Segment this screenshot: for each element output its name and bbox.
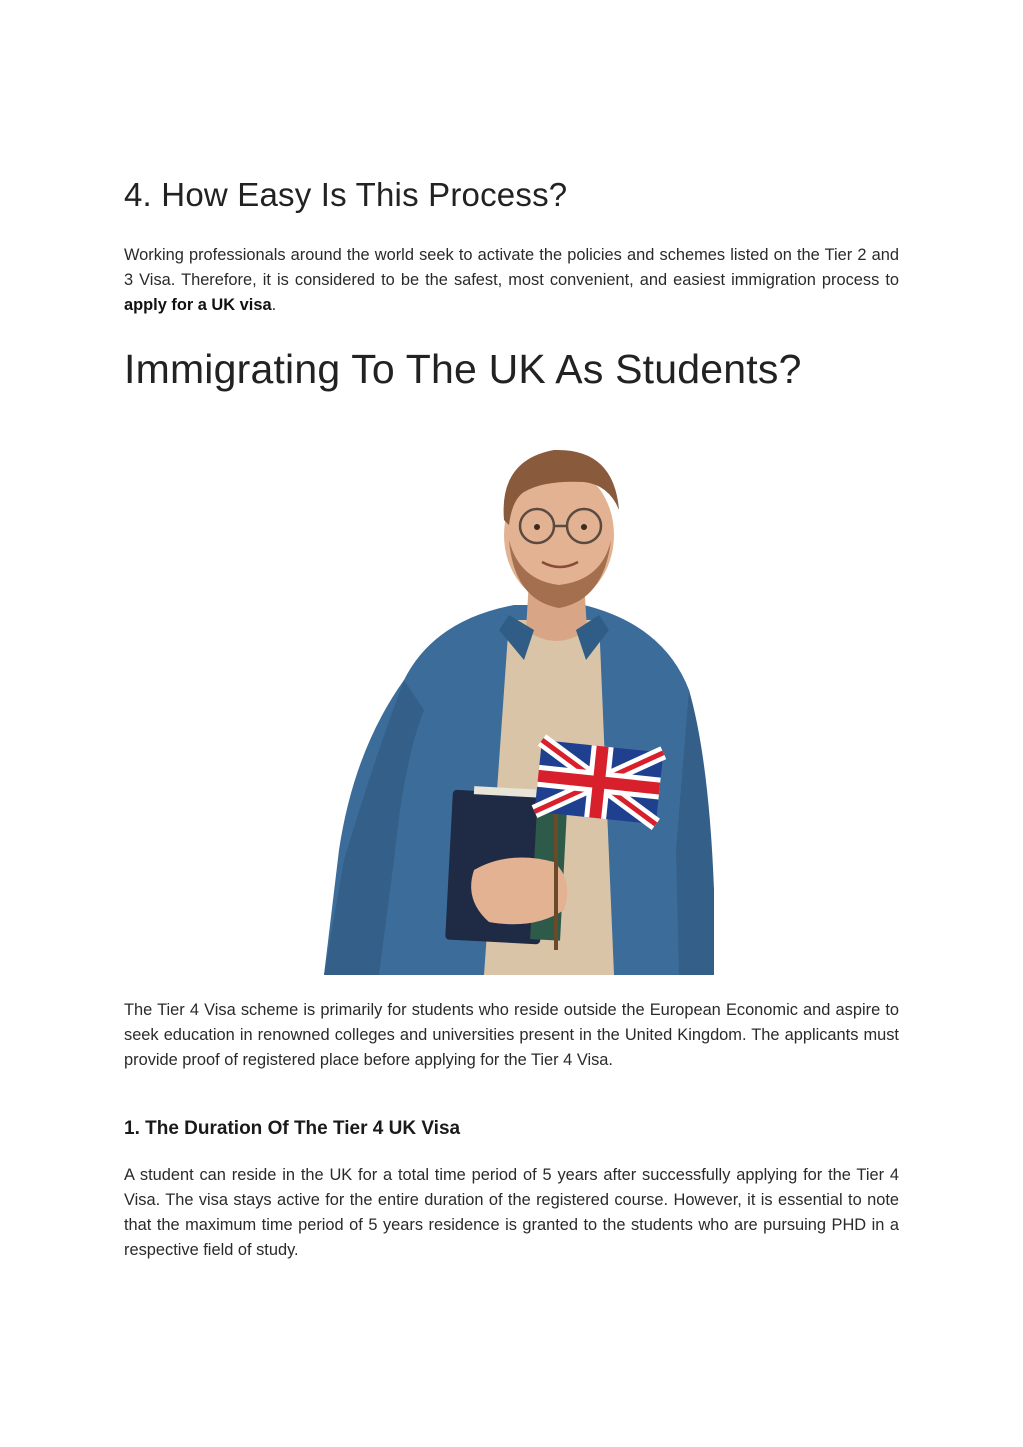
students-heading: Immigrating To The UK As Students? bbox=[124, 346, 802, 392]
process-heading: 4. How Easy Is This Process? bbox=[124, 176, 568, 213]
duration-paragraph: A student can reside in the UK for a total time period of 5 years after successfully applying for the Tier 4 Visa. The visa stays active for the entire duration of the registered course. However, it is essential to note that the maximum time period of 5 years residence is granted to the students who are pursuing PHD in a respective field of study. bbox=[124, 1166, 899, 1259]
apply-uk-visa-link[interactable]: apply for a UK visa bbox=[124, 296, 272, 314]
student-photo bbox=[284, 430, 754, 975]
student-with-flag-illustration bbox=[284, 430, 754, 975]
process-paragraph-text: Working professionals around the world seek to activate the policies and schemes listed on the Tier 2 and 3 Visa. Therefore, it is considered to be the safest, most convenient, and easiest immigration process to bbox=[124, 246, 899, 289]
duration-heading: 1. The Duration Of The Tier 4 UK Visa bbox=[124, 1118, 461, 1139]
process-paragraph-end: . bbox=[271, 296, 277, 314]
process-paragraph bbox=[124, 243, 899, 318]
students-paragraph: The Tier 4 Visa scheme is primarily for students who reside outside the European Economic and aspire to seek education in renowned colleges and universities present in the United Kingdom. The applicants must provide proof of registered place before applying for the Tier 4 Visa. bbox=[124, 1001, 899, 1069]
